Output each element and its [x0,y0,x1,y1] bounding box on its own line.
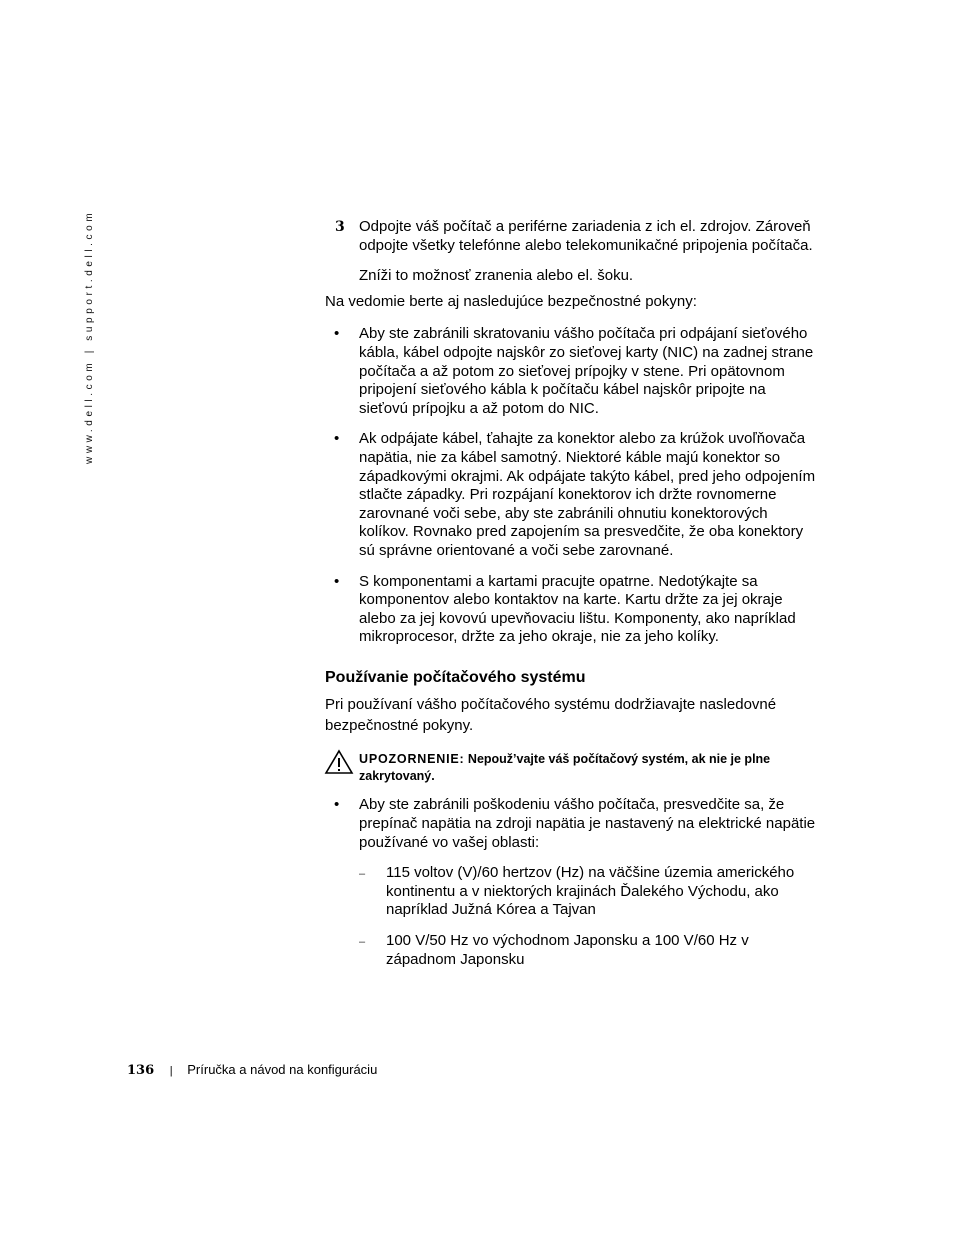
bullet-icon: • [334,430,340,448]
dash-icon: – [359,936,366,949]
safety-intro-paragraph: Na vedomie berte aj nasledujúce bezpečnostné pokyny: [325,292,697,310]
page-content [325,218,817,969]
sub-list-item-text: 115 voltov (V)/60 hertzov (Hz) na väčšine územia amerického kontinentu a v niektorých krajinách Ďalekého Východu, ako napríklad Južná Kórea a Tajvan [386,864,795,919]
step-3 [325,218,817,255]
list-item [325,796,817,852]
section-heading: Používanie počítačového systému [325,668,586,686]
warning-triangle-icon [324,749,354,775]
page-number: 136 [127,1063,155,1078]
dash-icon: – [359,868,366,881]
list-item-text: S komponentami a kartami pracujte opatrne. Nedotýkajte sa komponentov alebo kontaktov na karte. Kartu držte za jej okraje alebo za jej kovovú upevňovaciu lištu. Komponenty, ako napríklad mikroprocesor, držte za jeho okraje, nie za jeho kolíky. [359,572,796,646]
bullet-icon: • [334,572,340,590]
caution-label: UPOZORNENIE: [359,752,465,767]
list-item [325,325,817,418]
list-item [325,573,817,647]
list-item-text: Ak odpájate kábel, ťahajte za konektor alebo za krúžok uvoľňovača napätia, nie za kábel samotný. Niektoré káble majú konektor so západkovými okrajmi. Ak odpájate takýto kábel, pred jeho odpojením stlačte západky. Pri rozpájaní konektorov ich držte rovnomerne zarovnané voči sebe, aby ste zabránili ohnutiu konektorových kolíkov. Rovnako pred zapojením sa presvedčite, že oba konektory sú správne orientované a voči sebe zarovnané. [359,430,816,559]
list-item-text: Aby ste zabránili poškodeniu vášho počítača, presvedčite sa, že prepínač napätia na zdroji napätia je nastavený na elektrické napätie používané vo vašej oblasti: [359,796,816,851]
caution-notice [325,751,817,785]
footer-title: Príručka a návod na konfiguráciu [187,1062,378,1077]
list-item [325,430,817,560]
sub-list-item-text: 100 V/50 Hz vo východnom Japonsku a 100 V/60 Hz v západnom Japonsku [386,932,749,968]
bullet-icon: • [334,796,340,814]
step-text: Odpojte váš počítač a periférne zariadenia z ich el. zdrojov. Zároveň odpojte všetky telefónne alebo telekomunikačné pripojenia počítača. [359,218,813,254]
sub-list-item [325,864,817,920]
caution-text: Nepouž’vajte váš počítačový systém, ak nie je plne zakrytovaný. [359,752,771,784]
step-note: Zníži to možnosť zranenia alebo el. šoku. [359,267,634,285]
side-website-url: www.dell.com | support.dell.com [84,209,95,464]
footer-separator: | [169,1065,173,1077]
page-footer [127,1062,377,1078]
list-item-text: Aby ste zabránili skratovaniu vášho počítača pri odpájaní sieťového kábla, kábel odpojte najskôr zo sieťovej karty (NIC) na zadnej strane počítača a až potom zo sieťovej prípojky v stene. Pri opätovnom pripojení sieťového kábla k počítaču kábel najskôr pripojte na sieťovú prípojku a až potom do NIC. [359,325,814,417]
bullet-icon: • [334,325,340,343]
sub-list-item [325,932,817,969]
section-intro: Pri používaní vášho počítačového systému dodržiavajte nasledovné bezpečnostné pokyny. [325,696,777,734]
safety-bullet-list [325,325,817,647]
voltage-bullet-list [325,796,817,852]
step-number: 3 [335,219,345,235]
